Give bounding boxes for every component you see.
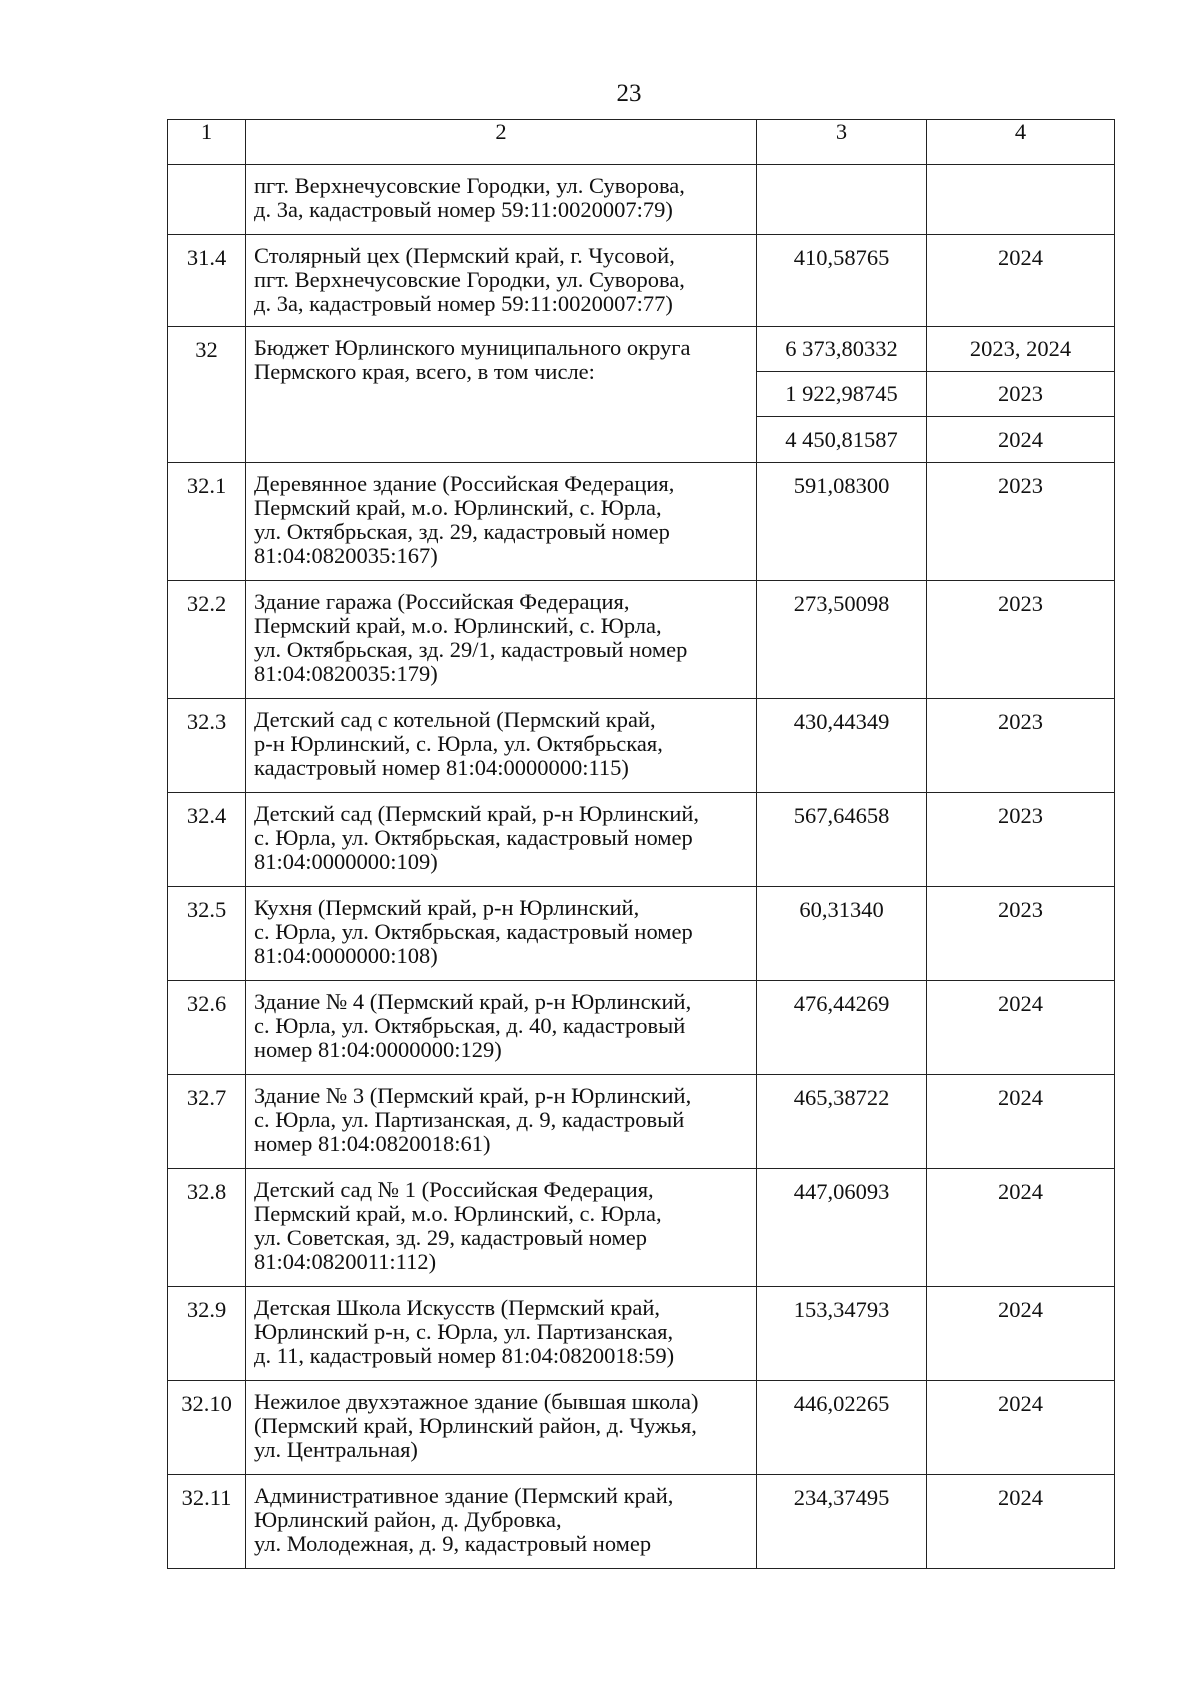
row-year: 2024 [927,1169,1115,1287]
table-row [168,581,1115,699]
row-description: Здание гаража (Российская Федерация, Пермский край, м.о. Юрлинский, с. Юрла, ул. Октябрьская, зд. 29/1, кадастровый номер 81:04:0820035:179) [254,589,688,686]
row-amount: 430,44349 [757,699,927,793]
header-cell-1: 1 [168,120,246,165]
row-number: 32.1 [168,463,246,581]
row-amount: 446,02265 [757,1381,927,1475]
table-row [168,1381,1115,1475]
row-description-cell [246,165,757,235]
row-year: 2024 [927,1381,1115,1475]
page-number: 23 [616,80,642,107]
row-amount: 476,44269 [757,981,927,1075]
row-number: 32.2 [168,581,246,699]
row-amount: 567,64658 [757,793,927,887]
row-year-2024: 2024 [927,417,1115,463]
row-description-cell [246,235,757,327]
table-row [168,887,1115,981]
row-description: Бюджет Юрлинского муниципального округа Пермского края, всего, в том числе: [254,335,691,384]
row-amount-cell [757,165,927,235]
row-number: 32.9 [168,1287,246,1381]
row-number: 32.4 [168,793,246,887]
row-year: 2024 [927,981,1115,1075]
table-row-31-4 [168,235,1115,327]
table-row [168,1075,1115,1169]
row-description: Детский сад с котельной (Пермский край, р-н Юрлинский, с. Юрла, ул. Октябрьская, кадастровый номер 81:04:0000000:115) [254,707,663,780]
row-description-cell [246,581,757,699]
row-number: 31.4 [168,235,246,327]
table-row [168,1287,1115,1381]
row-year: 2023 [927,463,1115,581]
row-description-cell [246,699,757,793]
row-description-cell [246,1287,757,1381]
row-description-cell [246,887,757,981]
row-number-cell [168,165,246,235]
header-cell-2: 2 [246,120,757,165]
row-amount: 410,58765 [757,235,927,327]
row-amount-2023: 1 922,98745 [757,372,927,417]
row-year: 2024 [927,235,1115,327]
table-row [168,981,1115,1075]
row-description-cell [246,327,757,463]
row-description-cell [246,1169,757,1287]
row-description-cell [246,1475,757,1569]
row-amount: 234,37495 [757,1475,927,1569]
row-description-cell [246,793,757,887]
row-number: 32.7 [168,1075,246,1169]
row-description-cell [246,981,757,1075]
row-amount: 60,31340 [757,887,927,981]
row-year: 2023 [927,699,1115,793]
row-year: 2024 [927,1075,1115,1169]
row-description: Детский сад № 1 (Российская Федерация, Пермский край, м.о. Юрлинский, с. Юрла, ул. Советская, зд. 29, кадастровый номер 81:04:0820011:112) [254,1177,662,1274]
table-row [168,1169,1115,1287]
row-year: 2024 [927,1287,1115,1381]
row-year-total: 2023, 2024 [927,327,1115,372]
row-description: пгт. Верхнечусовские Городки, ул. Суворова, д. 3а, кадастровый номер 59:11:0020007:79) [254,173,685,222]
row-amount: 591,08300 [757,463,927,581]
row-amount: 153,34793 [757,1287,927,1381]
table-row-continuation [168,165,1115,235]
row-number: 32 [168,327,246,463]
row-description: Детская Школа Искусств (Пермский край, Юрлинский р-н, с. Юрла, ул. Партизанская, д. 11, кадастровый номер 81:04:0820018:59) [254,1295,675,1368]
row-year-cell [927,165,1115,235]
row-description: Административное здание (Пермский край, Юрлинский район, д. Дубровка, ул. Молодежная, д. 9, кадастровый номер [254,1483,674,1556]
row-amount: 465,38722 [757,1075,927,1169]
table-row [168,463,1115,581]
table-body [168,463,1115,1569]
row-amount-2024: 4 450,81587 [757,417,927,463]
row-description: Детский сад (Пермский край, р-н Юрлинский, с. Юрла, ул. Октябрьская, кадастровый номер 81:04:0000000:109) [254,801,700,874]
row-year: 2024 [927,1475,1115,1569]
row-description: Деревянное здание (Российская Федерация, Пермский край, м.о. Юрлинский, с. Юрла, ул. Октябрьская, зд. 29, кадастровый номер 81:04:0820035:167) [254,471,675,568]
header-cell-3: 3 [757,120,927,165]
header-cell-4: 4 [927,120,1115,165]
row-year: 2023 [927,793,1115,887]
row-number: 32.3 [168,699,246,793]
row-year-2023: 2023 [927,372,1115,417]
table-row-32 [168,327,1115,372]
row-description: Здание № 4 (Пермский край, р-н Юрлинский, с. Юрла, ул. Октябрьская, д. 40, кадастровый номер 81:04:0000000:129) [254,989,692,1062]
row-year: 2023 [927,887,1115,981]
row-number: 32.10 [168,1381,246,1475]
row-amount: 447,06093 [757,1169,927,1287]
table-row [168,793,1115,887]
row-number: 32.5 [168,887,246,981]
row-description-cell [246,1381,757,1475]
row-description: Столярный цех (Пермский край, г. Чусовой, пгт. Верхнечусовские Городки, ул. Суворова, д. 3а, кадастровый номер 59:11:0020007:77) [254,243,685,316]
table-header-row [168,120,1115,165]
row-amount: 273,50098 [757,581,927,699]
row-amount-total: 6 373,80332 [757,327,927,372]
row-number: 32.6 [168,981,246,1075]
row-number: 32.11 [168,1475,246,1569]
row-number: 32.8 [168,1169,246,1287]
row-description: Здание № 3 (Пермский край, р-н Юрлинский, с. Юрла, ул. Партизанская, д. 9, кадастровый номер 81:04:0820018:61) [254,1083,692,1156]
table-row [168,1475,1115,1569]
row-description-cell [246,1075,757,1169]
budget-table [167,119,1115,1569]
row-description-cell [246,463,757,581]
table-row [168,699,1115,793]
row-description: Кухня (Пермский край, р-н Юрлинский, с. Юрла, ул. Октябрьская, кадастровый номер 81:04:0000000:108) [254,895,693,968]
row-year: 2023 [927,581,1115,699]
row-description: Нежилое двухэтажное здание (бывшая школа) (Пермский край, Юрлинский район, д. Чужья, ул. Центральная) [254,1389,699,1462]
